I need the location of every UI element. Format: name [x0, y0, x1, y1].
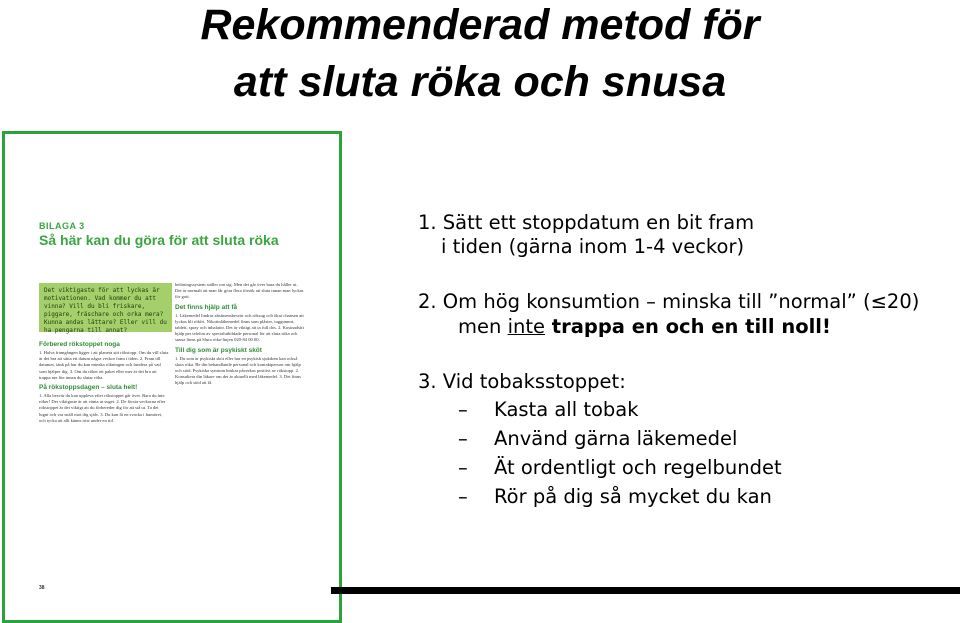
list-item-2-prefix: men — [458, 315, 508, 338]
thumbnail-section-heading: Till dig som är psykiskt sköt — [175, 346, 262, 354]
thumbnail-section-heading: På rökstoppsdagen – sluta helt! — [39, 384, 138, 392]
list-item-2-bold-text: trappa en och en till noll! — [544, 315, 831, 338]
thumbnail-page-number: 38 — [39, 585, 45, 591]
thumbnail-paragraph: 1. Läkemedel lindrar abstinensbesvär och röksug och ökar chansen att lyckas bli rökfri. Nikotinläkemedel finns som plåster, tuggummi, tablett, spray och inhalator. Det är viktigt att ta full dos. 2. Kostnadsfri hjälp per telefon av specialutbildade personal för att sluta röka och snusa finns på Sluta röka-linjen 020-84 00 00. — [175, 312, 305, 343]
thumbnail-column-left — [39, 338, 169, 424]
thumbnail-paragraph: 1. Alla besvär du kan uppleva efter rökstoppet går över. Bara du inte röker! Det viktigaste är att vänta ut suget. 2. De första veckorna efter rökstoppet är det viktigt att du förbereder dig för att stå ut. Ta det lugnt och var snäll mot dig själv. 3. Du kan få en svacka i humöret, och tycka att allt känns trist under en tid. — [39, 393, 166, 423]
thumbnail-column-right — [175, 282, 305, 387]
sub-item-dash: – — [458, 427, 468, 450]
list-item-2-underlined-word: inte — [507, 315, 545, 338]
thumbnail-paragraph: belöningssystem ställer om sig. Men det går över bara du håller ut. Det är normalt att man får göra flera försök att sluta innan man lyckas för gott. — [175, 282, 304, 300]
sub-item: Rör på dig så mycket du kan — [494, 485, 772, 508]
sub-item: Kasta all tobak — [494, 398, 639, 421]
list-item-2-line-2 — [458, 315, 831, 339]
sub-item-dash: – — [458, 398, 468, 421]
thumbnail-heading: Så här kan du göra för att sluta röka — [39, 232, 279, 248]
list-item-2-line-1: 2. Om hög konsumtion – minska till ”normal” (≤20) — [418, 290, 920, 313]
sub-item-dash: – — [458, 485, 468, 508]
sub-item-dash: – — [458, 456, 468, 479]
slide-title-line-2: att sluta röka och snusa — [233, 58, 727, 106]
list-item-1-line-2: i tiden (gärna inom 1-4 veckor) — [441, 235, 745, 258]
thumbnail-section-heading: Det finns hjälp att få — [175, 303, 238, 311]
document-thumbnail — [2, 131, 342, 623]
sub-item: Använd gärna läkemedel — [494, 427, 738, 450]
thumbnail-label: BILAGA 3 — [39, 221, 85, 231]
thumbnail-question-box: Det viktigaste för att lyckas är motivationen. Vad kommer du att vinna? Vill du bli friskare, piggare, fräschare och orka mera? Kunna andas lättare? Eller vill du ha pengarna till annat? — [39, 283, 172, 332]
list-item-1-line-1: 1. Sätt ett stoppdatum en bit fram — [418, 211, 755, 234]
thumbnail-section-heading: Förbered rökstoppet noga — [39, 341, 120, 348]
bottom-rule — [331, 587, 960, 594]
list-item-3: 3. Vid tobaksstoppet: — [418, 370, 626, 393]
thumbnail-paragraph: 1. Du som är psykiskt sköt eller har en psykisk sjukdom kan också sluta röka. Be din behandlande personal och kontaktperson om hjälp och stöd. Psykiska symtom brukar påverkas positivt av rökstopp. 2. Konsultera din läkare om det är aktuellt med läkemedel. 3. Det finns hjälp och stöd att få. — [175, 355, 301, 386]
sub-item: Ät ordentligt och regelbundet — [494, 456, 782, 479]
thumbnail-paragraph: 1. Halva framgången ligger i att planera sitt rökstopp. Om du vill sluta är det bra att sätta ett datum några veckor fram i tiden. 2. Fram till datumet, tänk på hur du kan minska rökningen och fundera på vad som hjälper dig. 3. Om du röker ett paket eller mer är det bra att trappa ner lite innan du slutar röka. — [39, 350, 169, 380]
slide-title-line-1: Rekommenderad metod för — [200, 1, 760, 49]
